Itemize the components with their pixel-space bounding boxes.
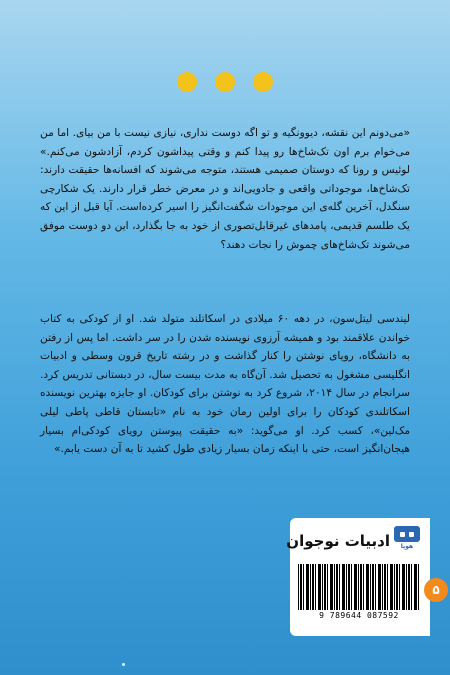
- yellow-dot: [253, 72, 273, 92]
- publisher-name: هوپا: [400, 543, 414, 550]
- blurb-paragraph: «می‌دونم این نقشه، دیوونگیه و تو اگه دوست نداری، نیازی نیست با من بیای. اما من می‌خوام برم اون تک‌شاخ‌ها رو پیدا کنم و وقتی پیداشون کردم، آزادشون می‌کنم.» لوئیس و رونا که دوستان صمیمی هستند، متوجه می‌شوند که افسانه‌ها حقیقت دارند: تک‌شاخ‌ها، موجوداتی واقعی و جادویی‌اند و در معرض خطر قرار دارند. یک شکارچی سنگدل، آخرین گله‌ی این موجودات شگفت‌انگیز را اسیر کرده‌است. آیا قبل از این که یک طلسم قدیمی، پامدهای غیرقابل‌تصوری از خود به جا بگذارد، این دو دوست موفق می‌شوند تک‌شاخ‌های چموش را نجات دهند؟: [40, 127, 410, 251]
- hoopa-logo-icon: [394, 526, 420, 552]
- series-badge: [286, 518, 430, 636]
- author-bio-paragraph: لیندسی لیتل‌سون، در دهه ۶۰ میلادی در اسکاتلند متولد شد. او از کودکی به کتاب خواندن علاقمند بود و همیشه آرزوی نویسنده شدن را در سر داشت. اما پس از رفتن به دانشگاه، رویای نوشتن را کنار گذاشت و در رشته تاریخ قرون وسطی و ادبیات انگلیسی مشغول به تحصیل شد. آن‌گاه به مدت بیست سال، در دبستانی تدریس کرد. سرانجام در سال ۲۰۱۴، شروع کرد به نوشتن برای کودکان. او جایزه بهترین نویسنده اسکاتلندی کودکان را برای اولین رمان خود به نام «تابستان قاطی پاطی لیلی مک‌لین»، کسب کرد. او می‌گوید: «به حقیقت پیوستن رویای کودکی‌ام بسیار هیجان‌انگیز است، حتی با اینکه زمان بسیار زیادی طول کشید تا به آن دست یابم.»: [40, 313, 410, 456]
- age-group-badge: ۵: [424, 578, 448, 602]
- yellow-dot: [215, 72, 235, 92]
- series-title: ادبیات نوجوان: [286, 532, 390, 550]
- decorative-dots: [0, 72, 450, 92]
- decorative-speck: [122, 663, 125, 666]
- yellow-dot: [177, 72, 197, 92]
- barcode-icon: [298, 564, 420, 610]
- isbn-number: 9 789644 087592: [319, 611, 399, 620]
